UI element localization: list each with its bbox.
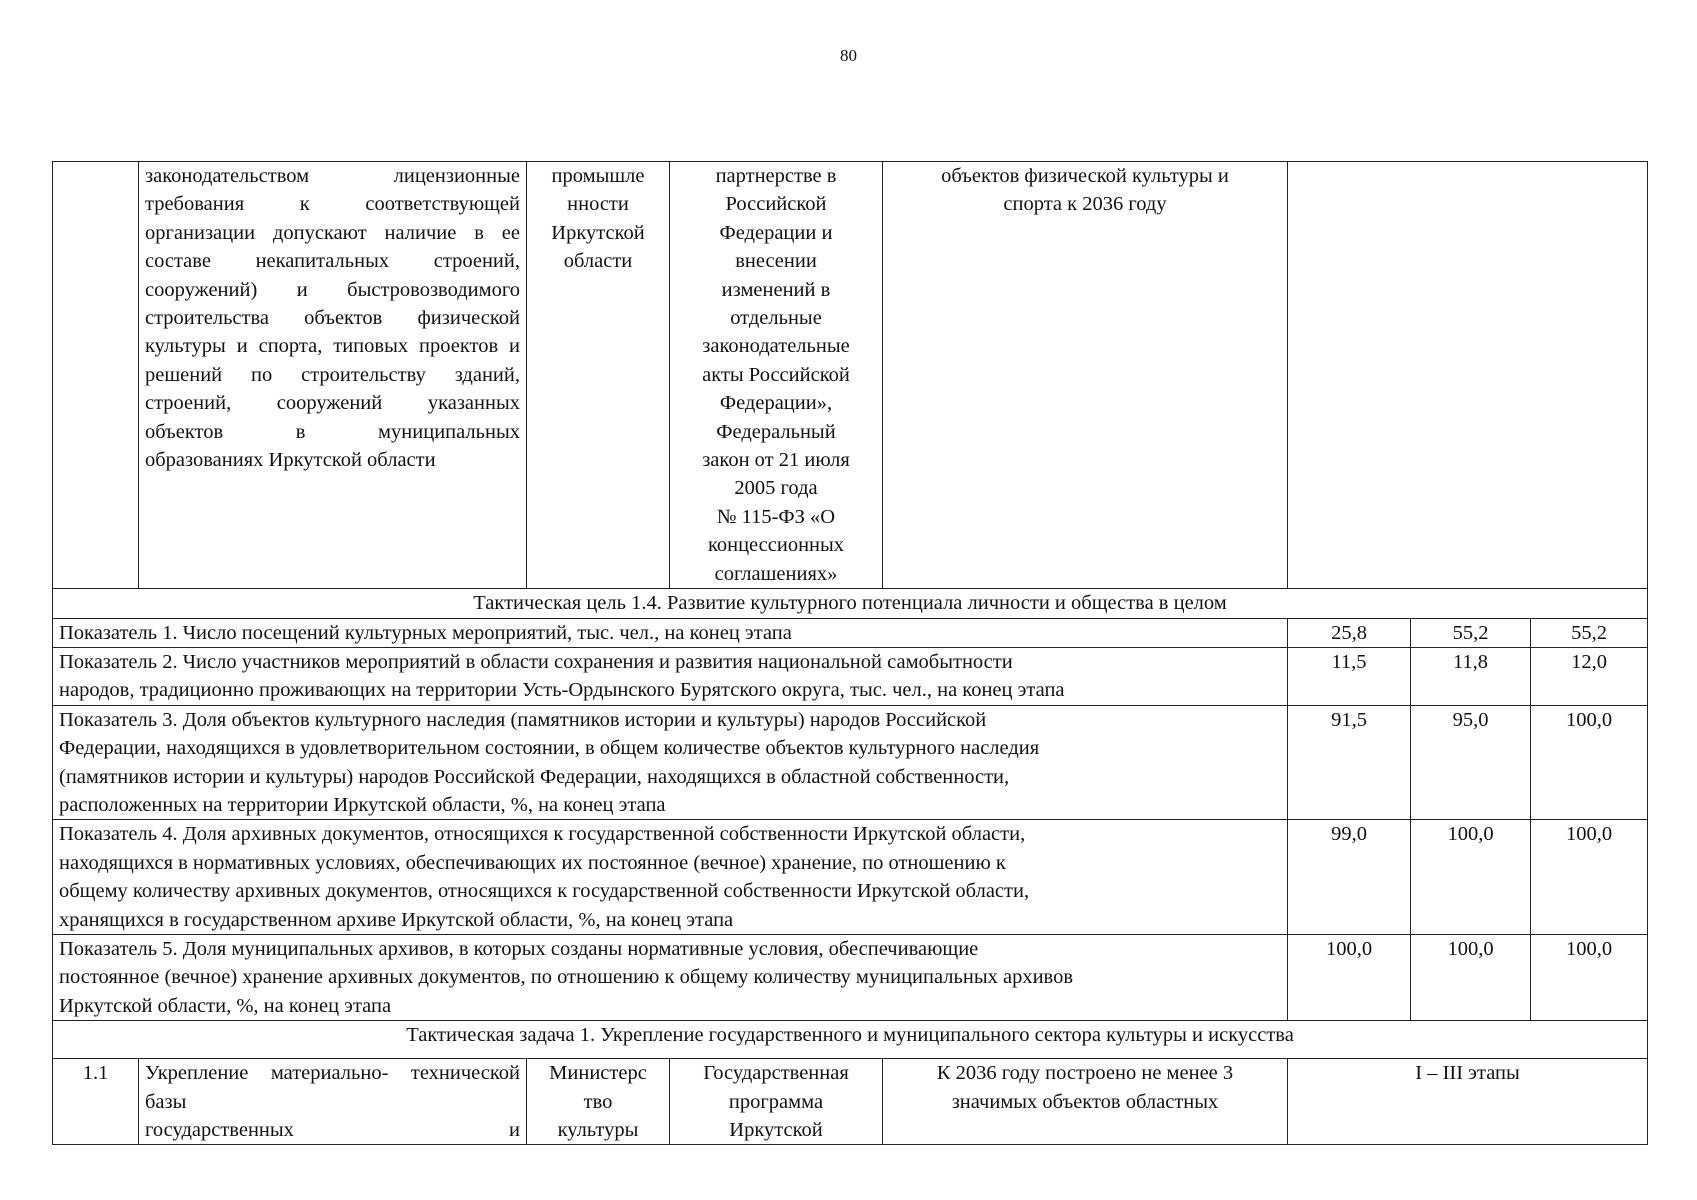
activity-basis-cell	[670, 1059, 883, 1145]
indicator-line: Показатель 1. Число посещений культурных мероприятий, тыс. чел., на конец этапа	[59, 621, 792, 644]
activity-exec-line: Министерс	[549, 1062, 647, 1085]
indicator-text	[53, 820, 1288, 935]
indicator-value-stage-2: 100,0	[1411, 934, 1531, 1020]
indicator-text	[53, 934, 1288, 1020]
indicator-line: (памятников истории и культуры) народов Российской Федерации, находящихся в областной собственности,	[59, 765, 1010, 788]
cont-basis-line: партнерстве в	[715, 165, 837, 187]
indicator-line: находящихся в нормативных условиях, обеспечивающих их постоянное (вечное) хранение, по отношению к	[59, 851, 1006, 874]
indicator-row	[53, 705, 1648, 820]
activity-number: 1.1	[53, 1059, 139, 1145]
indicator-line: расположенных на территории Иркутской области, %, на конец этапа	[59, 793, 666, 816]
indicator-value-stage-3: 100,0	[1531, 705, 1648, 820]
indicator-value-stage-2: 100,0	[1411, 820, 1531, 935]
activity-result-cell	[883, 1059, 1288, 1145]
cont-desc-line: быстровозводимого строительства	[145, 278, 521, 330]
cont-basis-cell	[670, 162, 883, 589]
cont-desc-line: решений по строительству зданий,	[145, 363, 520, 386]
cont-desc-line: объектов в муниципальных	[145, 420, 520, 443]
indicator-text	[53, 618, 1288, 647]
indicator-value-stage-3: 100,0	[1531, 820, 1648, 935]
indicator-value-stage-3: 12,0	[1531, 647, 1648, 705]
cont-desc-line: организации допускают наличие в	[145, 221, 484, 244]
indicator-row	[53, 934, 1648, 1020]
indicator-line: Иркутской области, %, на конец этапа	[59, 994, 392, 1017]
cont-basis-line: внесении	[735, 250, 817, 273]
indicator-row	[53, 618, 1648, 647]
activity-basis-line: программа	[728, 1090, 824, 1113]
cont-desc-line: образованиях Иркутской области	[145, 449, 436, 472]
indicator-value-stage-1: 100,0	[1288, 934, 1411, 1020]
activity-stages: I – III этапы	[1288, 1059, 1648, 1145]
cont-basis-line: законодательные	[702, 335, 850, 358]
indicator-value-stage-2: 11,8	[1411, 647, 1531, 705]
indicator-row	[53, 647, 1648, 705]
activity-basis-line: Государственная	[703, 1062, 849, 1085]
cont-basis-line: Федеральный	[716, 420, 836, 443]
cont-desc-line: строений, сооружений указанных	[145, 392, 520, 415]
indicator-line: Показатель 3. Доля объектов культурного наследия (памятников истории и культуры) народов Российской	[59, 708, 987, 731]
tactical-goal: Тактическая цель 1.4. Развитие культурного потенциала личности и общества в целом	[53, 589, 1648, 618]
indicator-text	[53, 705, 1288, 820]
activity-basis-line: Иркутской	[729, 1119, 823, 1141]
cont-basis-line: соглашениях»	[714, 562, 838, 585]
cont-description-cell	[139, 162, 527, 589]
indicator-value-stage-1: 25,8	[1288, 618, 1411, 647]
cont-basis-line: отдельные	[730, 307, 822, 330]
activity-exec-line: культуры	[557, 1119, 639, 1141]
cont-basis-line: изменений в	[721, 278, 831, 301]
cont-desc-line: объектов физической культуры и	[145, 307, 521, 358]
indicator-line: хранящихся в государственном архиве Иркутской области, %, на конец этапа	[59, 908, 734, 931]
indicator-line: Показатель 2. Число участников мероприятий в области сохранения и развития национальной самобытности	[59, 650, 1013, 673]
indicator-line: общему количеству архивных документов, относящихся к государственной собственности Иркутской области,	[59, 880, 1030, 903]
cont-exec-line: нности	[567, 193, 629, 216]
activity-desc-line: государственных и	[145, 1119, 520, 1141]
cont-basis-line: закон от 21 июля	[702, 449, 850, 472]
activity-desc-line: технической базы	[145, 1062, 520, 1113]
cont-number-cell	[53, 162, 139, 589]
program-table	[52, 161, 1648, 1145]
cont-desc-line: законодательством лицензионные	[145, 165, 520, 187]
tactical-task-row	[53, 1021, 1648, 1059]
cont-executor-cell	[527, 162, 670, 589]
cont-result-line: спорта к 2036 году	[1003, 193, 1167, 216]
cont-basis-line: Российской	[725, 193, 827, 216]
cont-desc-line: строений, сооружений) и	[145, 250, 520, 301]
continuation-row	[53, 162, 1648, 589]
indicator-row	[53, 820, 1648, 935]
indicator-value-stage-2: 55,2	[1411, 618, 1531, 647]
tactical-task: Тактическая задача 1. Укрепление государственного и муниципального сектора культуры и искусства	[53, 1021, 1648, 1059]
cont-desc-line: требования к соответствующей	[145, 193, 520, 216]
indicator-value-stage-1: 91,5	[1288, 705, 1411, 820]
page-number: 80	[840, 46, 857, 65]
cont-basis-line: Федерации»,	[719, 392, 833, 415]
cont-stages-cell	[1288, 162, 1648, 589]
activity-description-cell	[139, 1059, 527, 1145]
indicator-value-stage-1: 11,5	[1288, 647, 1411, 705]
cont-exec-line: области	[563, 250, 633, 273]
indicator-line: народов, традиционно проживающих на территории Усть-Ордынского Бурятского округа, тыс. чел., на конец этапа	[59, 679, 1065, 702]
indicator-line: Федерации, находящихся в удовлетворительном состоянии, в общем количестве объектов культурного наследия	[59, 737, 1040, 760]
activity-row-1-1	[53, 1059, 1648, 1145]
activity-result-line: К 2036 году построено не менее 3	[936, 1062, 1234, 1085]
indicator-line: Показатель 4. Доля архивных документов, относящихся к государственной собственности Иркутской области,	[59, 823, 1026, 846]
cont-desc-line: спорта, типовых проектов и	[258, 335, 521, 358]
activity-exec-line: тво	[583, 1090, 613, 1113]
indicator-line: постоянное (вечное) хранение архивных документов, по отношению к общему количеству муниципальных архивов	[59, 966, 1074, 989]
cont-basis-line: акты Российской	[702, 363, 850, 386]
indicator-value-stage-3: 55,2	[1531, 618, 1648, 647]
indicator-text	[53, 647, 1288, 705]
tactical-goal-row	[53, 589, 1648, 618]
cont-basis-line: 2005 года	[734, 477, 818, 500]
cont-result-cell	[883, 162, 1288, 589]
cont-desc-line: ее составе некапитальных	[145, 221, 520, 273]
activity-desc-line: Укрепление материально-	[145, 1062, 389, 1085]
cont-exec-line: промышле	[551, 165, 645, 187]
activity-result-line: значимых объектов областных	[951, 1090, 1219, 1113]
cont-exec-line: Иркутской	[551, 221, 645, 244]
indicator-value-stage-3: 100,0	[1531, 934, 1648, 1020]
cont-basis-line: концессионных	[707, 534, 845, 557]
cont-basis-line: Федерации и	[719, 221, 833, 244]
cont-result-line: объектов физической культуры и	[941, 165, 1229, 187]
indicator-value-stage-2: 95,0	[1411, 705, 1531, 820]
activity-executor-cell	[527, 1059, 670, 1145]
indicator-value-stage-1: 99,0	[1288, 820, 1411, 935]
cont-basis-line: № 115-ФЗ «О	[716, 505, 836, 528]
indicator-line: Показатель 5. Доля муниципальных архивов, в которых созданы нормативные условия, обеспечивающие	[59, 937, 979, 960]
